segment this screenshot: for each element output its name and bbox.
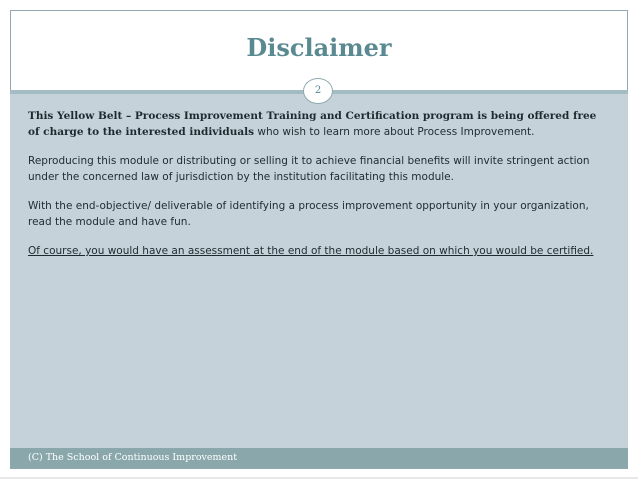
- paragraph-program-offer-rest: who wish to learn more about Process Improvement.: [254, 126, 535, 138]
- paragraph-objective: With the end-objective/ deliverable of identifying a process improvement opportunity in your organization, read the module and have fun.: [28, 200, 589, 228]
- paragraph-program-offer: [28, 108, 608, 140]
- slide-title: Disclaimer: [246, 33, 392, 62]
- disclaimer-body: [28, 108, 608, 272]
- paragraph-reproduction-warning: Reproducing this module or distributing or selling it to achieve financial benefits will invite stringent action under the concerned law of jurisdiction by the institution facilitating this module.: [28, 155, 590, 183]
- paragraph-program-offer-bold: This Yellow Belt – Process Improvement Training and Certification program is being offered free of charge to the interested individuals: [28, 110, 597, 138]
- page-number-badge: 2: [303, 78, 333, 104]
- footer-copyright: (C) The School of Continuous Improvement: [28, 452, 238, 463]
- paragraph-assessment: Of course, you would have an assessment at the end of the module based on which you would be certified.: [28, 245, 594, 257]
